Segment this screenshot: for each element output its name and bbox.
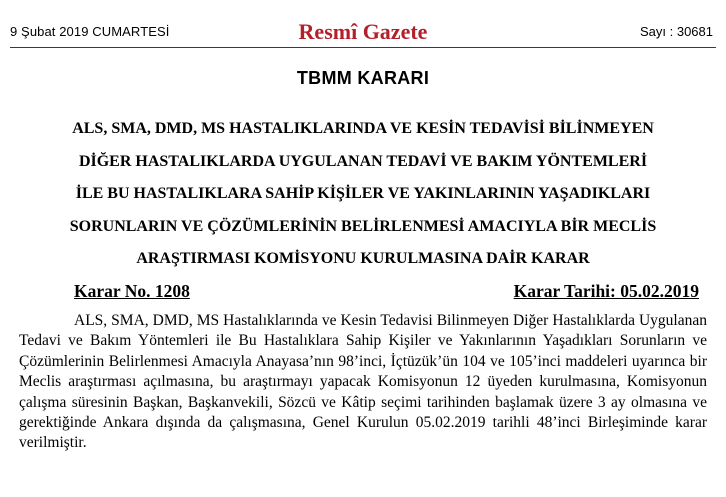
document-type-heading: TBMM KARARI (296, 68, 430, 88)
decision-date: Karar Tarihi: 05.02.2019 (513, 281, 699, 301)
decision-subject (40, 113, 686, 276)
decision-info-row (74, 281, 699, 305)
gazette-title: Resmî Gazete (298, 19, 428, 44)
decision-number: Karar No. 1208 (74, 281, 190, 301)
subject-line: ARAŞTIRMASI KOMİSYONU KURULMASINA DAİR KARAR (136, 250, 590, 267)
decision-body-paragraph: ALS, SMA, DMD, MS Hastalıklarında ve Kesin Tedavisi Bilinmeyen Diğer Hastalıklarda Uygulanan Tedavi ve Bakım Yöntemleri ile Bu Hastalıklara Sahip Kişiler ve Yakınlarının Yaşadıkları Sorunların ve Çözümlerinin Belirlenmesi Amacıyla Anayasa’nın 98’inci, İçtüzük’ün 104 ve 105’inci maddeleri uyarınca bir Meclis araştırması açılmasına, bu araştırmayı yapacak Komisyonun 12 üyeden kurulmasına, Komisyonun çalışma süresinin Başkan, Başkanvekili, Sözcü ve Kâtip seçimi tarihinden başlamak üzere 3 ay olmasına ve gerektiğinde Ankara dışında da çalışmasına, Genel Kurulun 05.02.2019 tarihli 48’inci Birleşiminde karar verilmiştir. (19, 312, 707, 452)
subject-line: SORUNLARIN VE ÇÖZÜMLERİNİN BELİRLENMESİ AMACIYLA BİR MECLİS (69, 217, 657, 235)
header-divider (10, 47, 716, 48)
gazette-header (0, 0, 726, 52)
publication-date: 9 Şubat 2019 CUMARTESİ (10, 24, 170, 39)
issue-number: Sayı : 30681 (640, 24, 713, 39)
subject-line: DİĞER HASTALIKLARDA UYGULANAN TEDAVİ VE BAKIM YÖNTEMLERİ (78, 152, 648, 170)
subject-line: İLE BU HASTALIKLARA SAHİP KİŞİLER VE YAKINLARININ YAŞADIKLARI (75, 185, 651, 202)
subject-line: ALS, SMA, DMD, MS HASTALIKLARINDA VE KESİN TEDAVİSİ BİLİNMEYEN (72, 120, 654, 137)
